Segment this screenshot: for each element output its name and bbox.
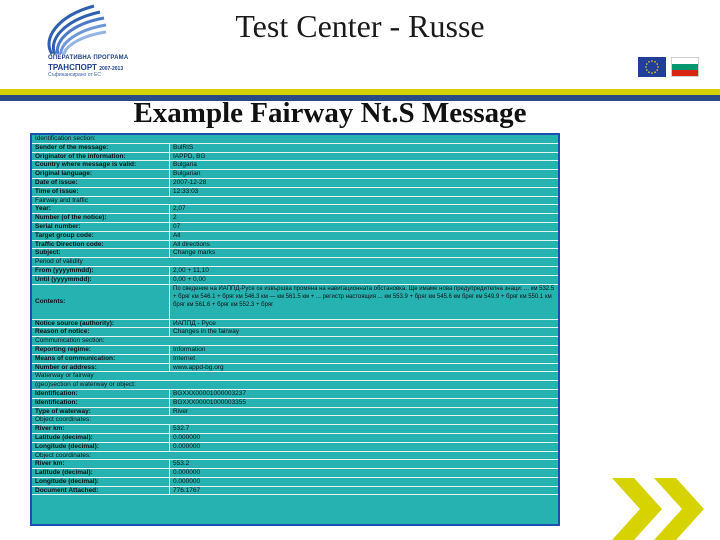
field-value: 0.000000 [173,442,201,450]
field-value: 2,00 + 11,10 [173,266,209,274]
section-row [32,381,558,390]
field-value: 0.000000 [173,433,201,441]
field-label: (geo)section of waterway or object: [35,381,136,389]
table-row [32,478,558,487]
field-label: Document Attached: [32,487,170,495]
field-value: 07 [173,222,181,230]
field-value: 2007-12-28 [173,178,207,186]
field-value: По сведение на ИАППД-Русе се извършва промяна на навигационната обстановка. Ще имаме нова предупредителна знаци: ... км 532.5 + бряг км 546.1 + бряг км 546.3 км — км 561.5 км + ... регистр настоящия ... км 553.9 + бряг км 545.6 км бряг км 549.9 + бряг км 550.1 км бряг км 561.6 + бряг км 552.3 + бряг [173,285,555,308]
field-label: Number or address: [32,364,170,372]
field-label: Reason of notice: [32,328,170,336]
field-label: Object coordinates: [35,451,92,459]
table-row [32,355,558,364]
section-row [32,135,558,144]
field-label: Latitude (decimal): [32,469,170,477]
field-label: Identification: [32,390,170,398]
field-label: Means of communication: [32,355,170,363]
field-label: Until (yyyymmdd): [32,276,170,284]
field-label: Sender of the message: [32,144,170,152]
table-row [32,285,558,320]
field-value: River [173,407,189,415]
table-row [32,390,558,399]
field-label: Country where message is valid: [32,161,170,169]
table-row [32,144,558,153]
table-row [32,161,558,170]
field-label: Reporting regime: [32,346,170,354]
table-row [32,364,558,373]
table-row [32,408,558,417]
field-label: Traffic Direction code: [32,241,170,249]
table-row [32,346,558,355]
field-label: Identification: [32,399,170,407]
table-row [32,232,558,241]
table-row [32,214,558,223]
table-row [32,425,558,434]
field-label: Date of issue: [32,179,170,187]
section-row [32,337,558,346]
field-value: Information [173,345,206,353]
table-row [32,153,558,162]
field-label: Number (of the notice): [32,214,170,222]
field-label: From (yyyymmdd): [32,267,170,275]
field-value: 553.2 [173,460,190,468]
chevron-arrows-icon [612,478,720,540]
field-value: Changes in the fairway [173,328,240,336]
field-label: Year: [32,205,170,213]
field-label: Object coordinates: [35,416,92,424]
bulgaria-flag-icon [671,57,699,77]
table-row [32,399,558,408]
message-table [32,135,558,495]
table-row [32,267,558,276]
table-row [32,320,558,329]
table-row [32,443,558,452]
field-label: Subject: [32,249,170,257]
logo-line-1: ОПЕРАТИВНА ПРОГРАМА [48,55,129,61]
field-value: BGXXX00001000003237 [173,389,247,397]
slide-header [0,0,720,90]
field-value: Bulgarian [173,170,201,178]
field-value: All directions [173,240,210,248]
table-row [32,276,558,285]
section-row [32,258,558,267]
field-label: Notice source (authority): [32,320,170,328]
field-value: All [173,231,181,239]
field-value: 2,07 [173,205,186,213]
field-label: Serial number: [32,223,170,231]
logo-line-2: ТРАНСПОРТ 2007-2013 [48,63,124,72]
field-label: Longitude (decimal): [32,478,170,486]
section-row [32,372,558,381]
field-label: Target group code: [32,232,170,240]
eu-flag-icon [638,57,666,77]
field-label: Identification section: [35,135,96,142]
table-row [32,241,558,250]
field-value: ИАППД - Русе [173,319,216,327]
field-value: 532.7 [173,425,190,433]
table-row [32,249,558,258]
field-value: 0,00 + 0,00 [173,275,206,283]
table-row [32,487,558,496]
table-row [32,205,558,214]
field-value: BulRIS [173,143,194,151]
field-value: Bulgaria [173,161,197,169]
table-row [32,460,558,469]
table-row [32,328,558,337]
table-row [32,179,558,188]
field-label: River km: [32,460,170,468]
field-label: Contents: [32,285,170,319]
section-row [32,452,558,461]
field-label: Original language: [32,170,170,178]
table-row [32,434,558,443]
field-value: Change marks [173,249,216,257]
table-row [32,223,558,232]
field-value: 776.1767 [173,486,201,494]
table-row [32,188,558,197]
field-label: Waterway or fairway [35,372,94,380]
field-value: www.appd-bg.org [173,363,224,371]
field-label: Latitude (decimal): [32,434,170,442]
slide-subtitle: Example Fairway Nt.S Message [133,97,527,129]
section-row [32,197,558,206]
field-label: River km: [32,425,170,433]
field-value: BGXXX00001000003355 [173,398,247,406]
message-panel [30,133,560,526]
field-value: 0.000000 [173,477,201,485]
page-title: Test Center - Russe [235,8,485,44]
field-label: Period of validity [35,258,83,266]
field-label: Longitude (decimal): [32,443,170,451]
field-label: Communication section: [35,337,105,345]
field-value: 0.000000 [173,469,201,477]
field-label: Type of waterway: [32,408,170,416]
field-value: IAPPD, BG [173,152,206,160]
section-row [32,416,558,425]
field-label: Originator of the information: [32,153,170,161]
field-value: 12:33:03 [173,187,199,195]
field-value: 2 [173,214,177,222]
table-row [32,469,558,478]
field-value: Internet [173,354,196,362]
table-row [32,170,558,179]
logo-line-3: Съфинансирано от ЕС [48,72,102,78]
field-label: Fairway and traffic [35,196,88,204]
field-label: Time of issue: [32,188,170,196]
